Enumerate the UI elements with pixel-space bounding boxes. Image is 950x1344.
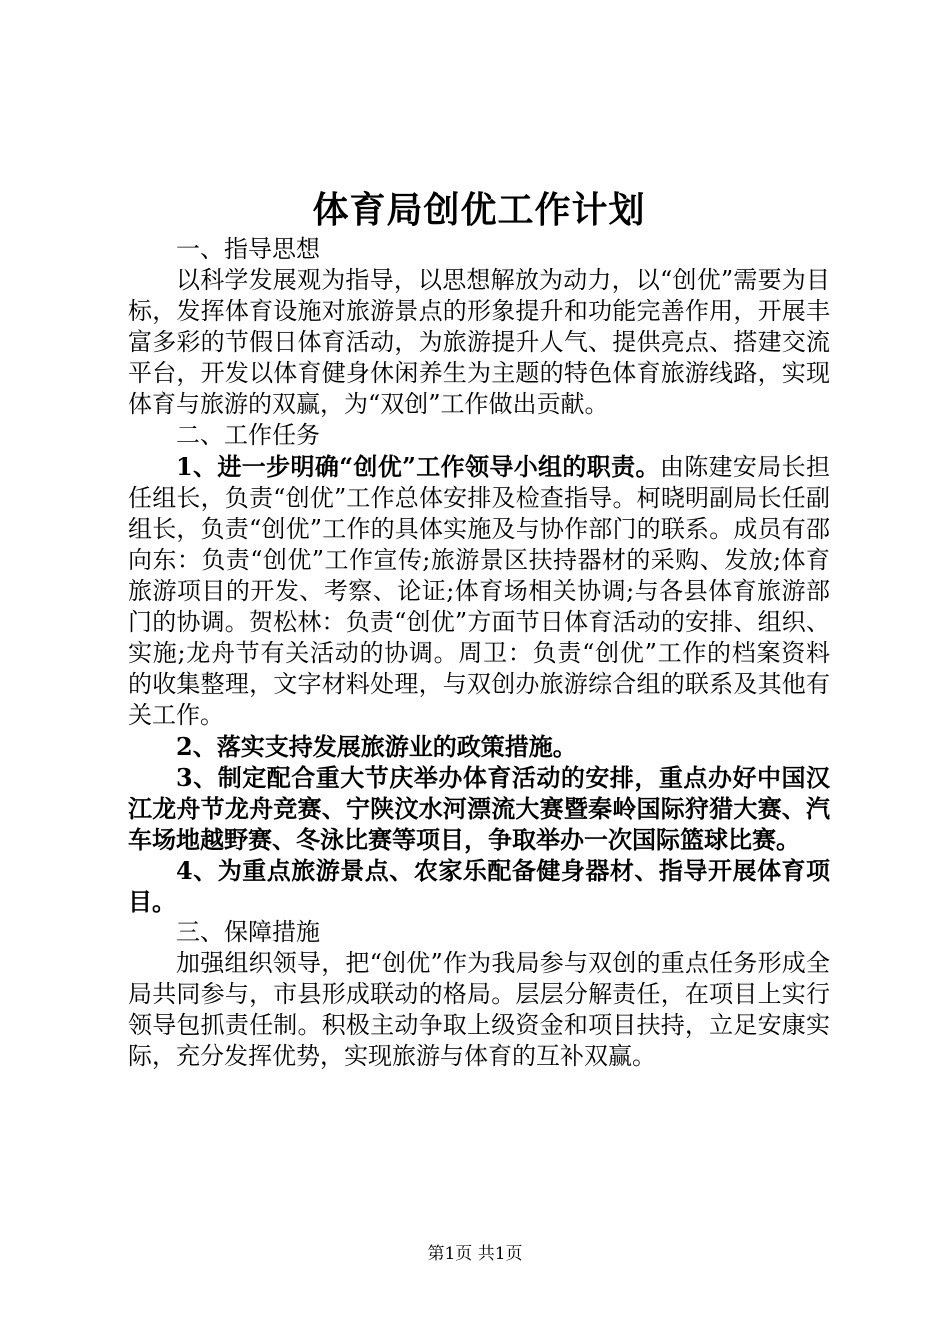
task-item-4: 4、为重点旅游景点、农家乐配备健身器材、指导开展体育项目。 <box>128 856 830 916</box>
paragraph-safeguards: 加强组织领导，把“创优”作为我局参与双创的重点任务形成全局共同参与，市县形成联动的格局。层层分解责任，在项目上实行领导包抓责任制。积极主动争取上级资金和项目扶持，立足安康实际，充分发挥优势，实现旅游与体育的互补双赢。 <box>128 949 830 1070</box>
section-heading-work-tasks: 二、工作任务 <box>176 421 320 449</box>
section-heading-safeguards: 三、保障措施 <box>176 918 320 946</box>
task-item-2: 2、落实支持发展旅游业的政策措施。 <box>176 732 577 761</box>
document-title: 体育局创优工作计划 <box>312 189 646 231</box>
task-item-1-lead: 1、进一步明确“创优”工作领导小组的职责。 <box>176 452 660 481</box>
paragraph-guiding-ideology: 以科学发展观为指导，以思想解放为动力，以“创优”需要为目标，发挥体育设施对旅游景点的形象提升和功能完善作用，开展丰富多彩的节假日体育活动，为旅游提升人气、提供亮点、搭建交流平台，开发以体育健身休闲养生为主题的特色体育旅游线路，实现体育与旅游的双赢，为“双创”工作做出贡献。 <box>128 266 830 418</box>
page-number-footer: 第1页 共1页 <box>427 1244 523 1264</box>
document-page <box>128 0 830 1344</box>
task-item-3: 3、制定配合重大节庆举办体育活动的安排，重点办好中国汉江龙舟节龙舟竞赛、宁陕汶水河漂流大赛暨秦岭国际狩猎大赛、汽车场地越野赛、冬泳比赛等项目，争取举办一次国际篮球比赛。 <box>128 763 830 854</box>
document-body <box>128 234 830 1072</box>
section-heading-guiding-ideology: 一、指导思想 <box>176 235 320 263</box>
task-item-1 <box>128 451 830 731</box>
task-item-1-text: 由陈建安局长担任组长，负责“创优”工作总体安排及检查指导。柯晓明副局长任副组长，负责“创优”工作的具体实施及与协作部门的联系。成员有邵向东：负责“创优”工作宣传;旅游景区扶持器材的采购、发放;体育旅游项目的开发、考察、论证;体育场相关协调;与各县体育旅游部门的协调。贺松林：负责“创优”方面节日体育活动的安排、组织、实施;龙舟节有关活动的协调。周卫：负责“创优”工作的档案资料的收集整理，文字材料处理，与双创办旅游综合组的联系及其他有关工作。 <box>128 453 830 729</box>
